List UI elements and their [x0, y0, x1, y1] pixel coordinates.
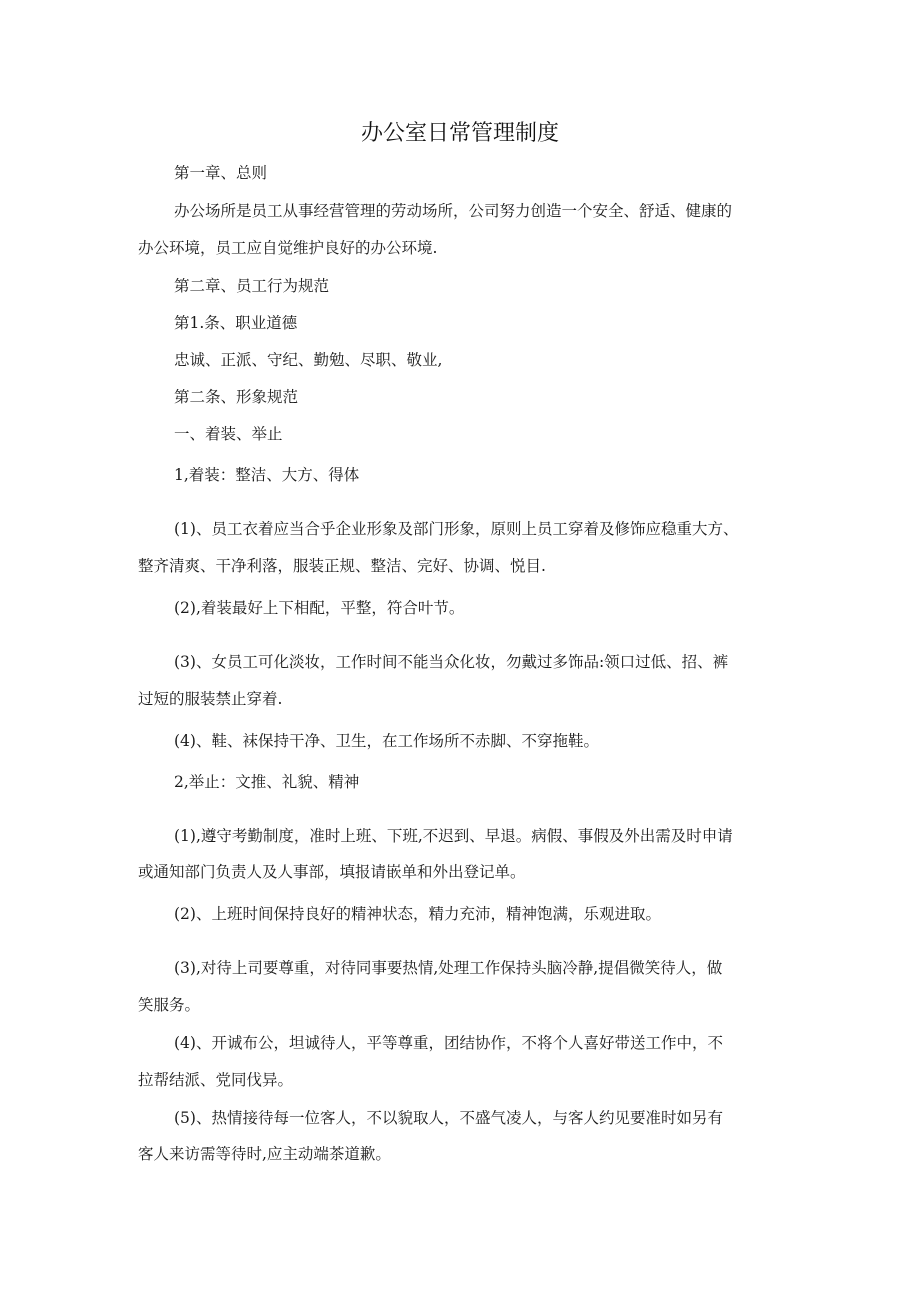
article-1-heading: 第1.条、职业道德 — [174, 314, 298, 332]
paragraph-line: 拉帮结派、党同伐异。 — [138, 1071, 294, 1089]
paragraph-line: (2)、上班时间保持良好的精神状态，精力充沛，精神饱满，乐观进取。 — [174, 905, 661, 923]
paragraph-line: 笑服务。 — [138, 996, 201, 1014]
paragraph-line: (3)、女员工可化淡妆，工作时间不能当众化妆，勿戴过多饰品:领口过低、招、裤 — [174, 653, 729, 671]
paragraph-line: (3),对待上司要尊重，对待同事要热情,处理工作保持头脑冷静,提倡微笑待人，做 — [174, 959, 723, 977]
subsection-heading: 2,举止：文推、礼貌、精神 — [174, 773, 360, 791]
paragraph-line: 忠诚、正派、守纪、勤勉、尽职、敬业, — [174, 351, 443, 369]
subsection-heading: 1,着装：整洁、大方、得体 — [174, 466, 360, 484]
paragraph-line: (2),着装最好上下相配，平整，符合叶节。 — [174, 599, 465, 617]
document-title: 办公室日常管理制度 — [360, 121, 559, 146]
paragraph-line: 或通知部门负责人及人事部，填报请嵌单和外出登记单。 — [138, 863, 526, 881]
paragraph-line: (1),遵守考勤制度，准时上班、下班,不迟到、早退。病假、事假及外出需及时申请 — [174, 827, 733, 845]
paragraph-line: 办公环境，员工应自觉维护良好的办公环境. — [138, 239, 438, 257]
paragraph-line: 客人来访需等待时,应主动端茶道歉。 — [138, 1145, 391, 1163]
paragraph-line: (4)、开诚布公，坦诚待人，平等尊重，团结协作，不将个人喜好带送工作中，不 — [174, 1034, 723, 1052]
paragraph-line: (1)、员工衣着应当合乎企业形象及部门形象，原则上员工穿着及修饰应稳重大方、 — [174, 520, 739, 538]
paragraph-line: (5)、热情接待每一位客人，不以貌取人，不盛气凌人，与客人约见要准时如另有 — [174, 1109, 723, 1127]
chapter-2-heading: 第二章、员工行为规范 — [174, 277, 330, 295]
article-2-heading: 第二条、形象规范 — [174, 388, 299, 406]
paragraph-line: 办公场所是员工从事经营管理的劳动场所，公司努力创造一个安全、舒适、健康的 — [174, 202, 733, 220]
chapter-1-heading: 第一章、总则 — [174, 164, 268, 182]
paragraph-line: (4)、鞋、袜保持干净、卫生，在工作场所不赤脚、不穿拖鞋。 — [174, 732, 599, 750]
section-heading: 一、着装、举止 — [174, 425, 283, 443]
paragraph-line: 整齐清爽、干净利落，服装正规、整洁、完好、协调、悦目. — [138, 557, 546, 575]
paragraph-line: 过短的服装禁止穿着. — [138, 690, 283, 708]
